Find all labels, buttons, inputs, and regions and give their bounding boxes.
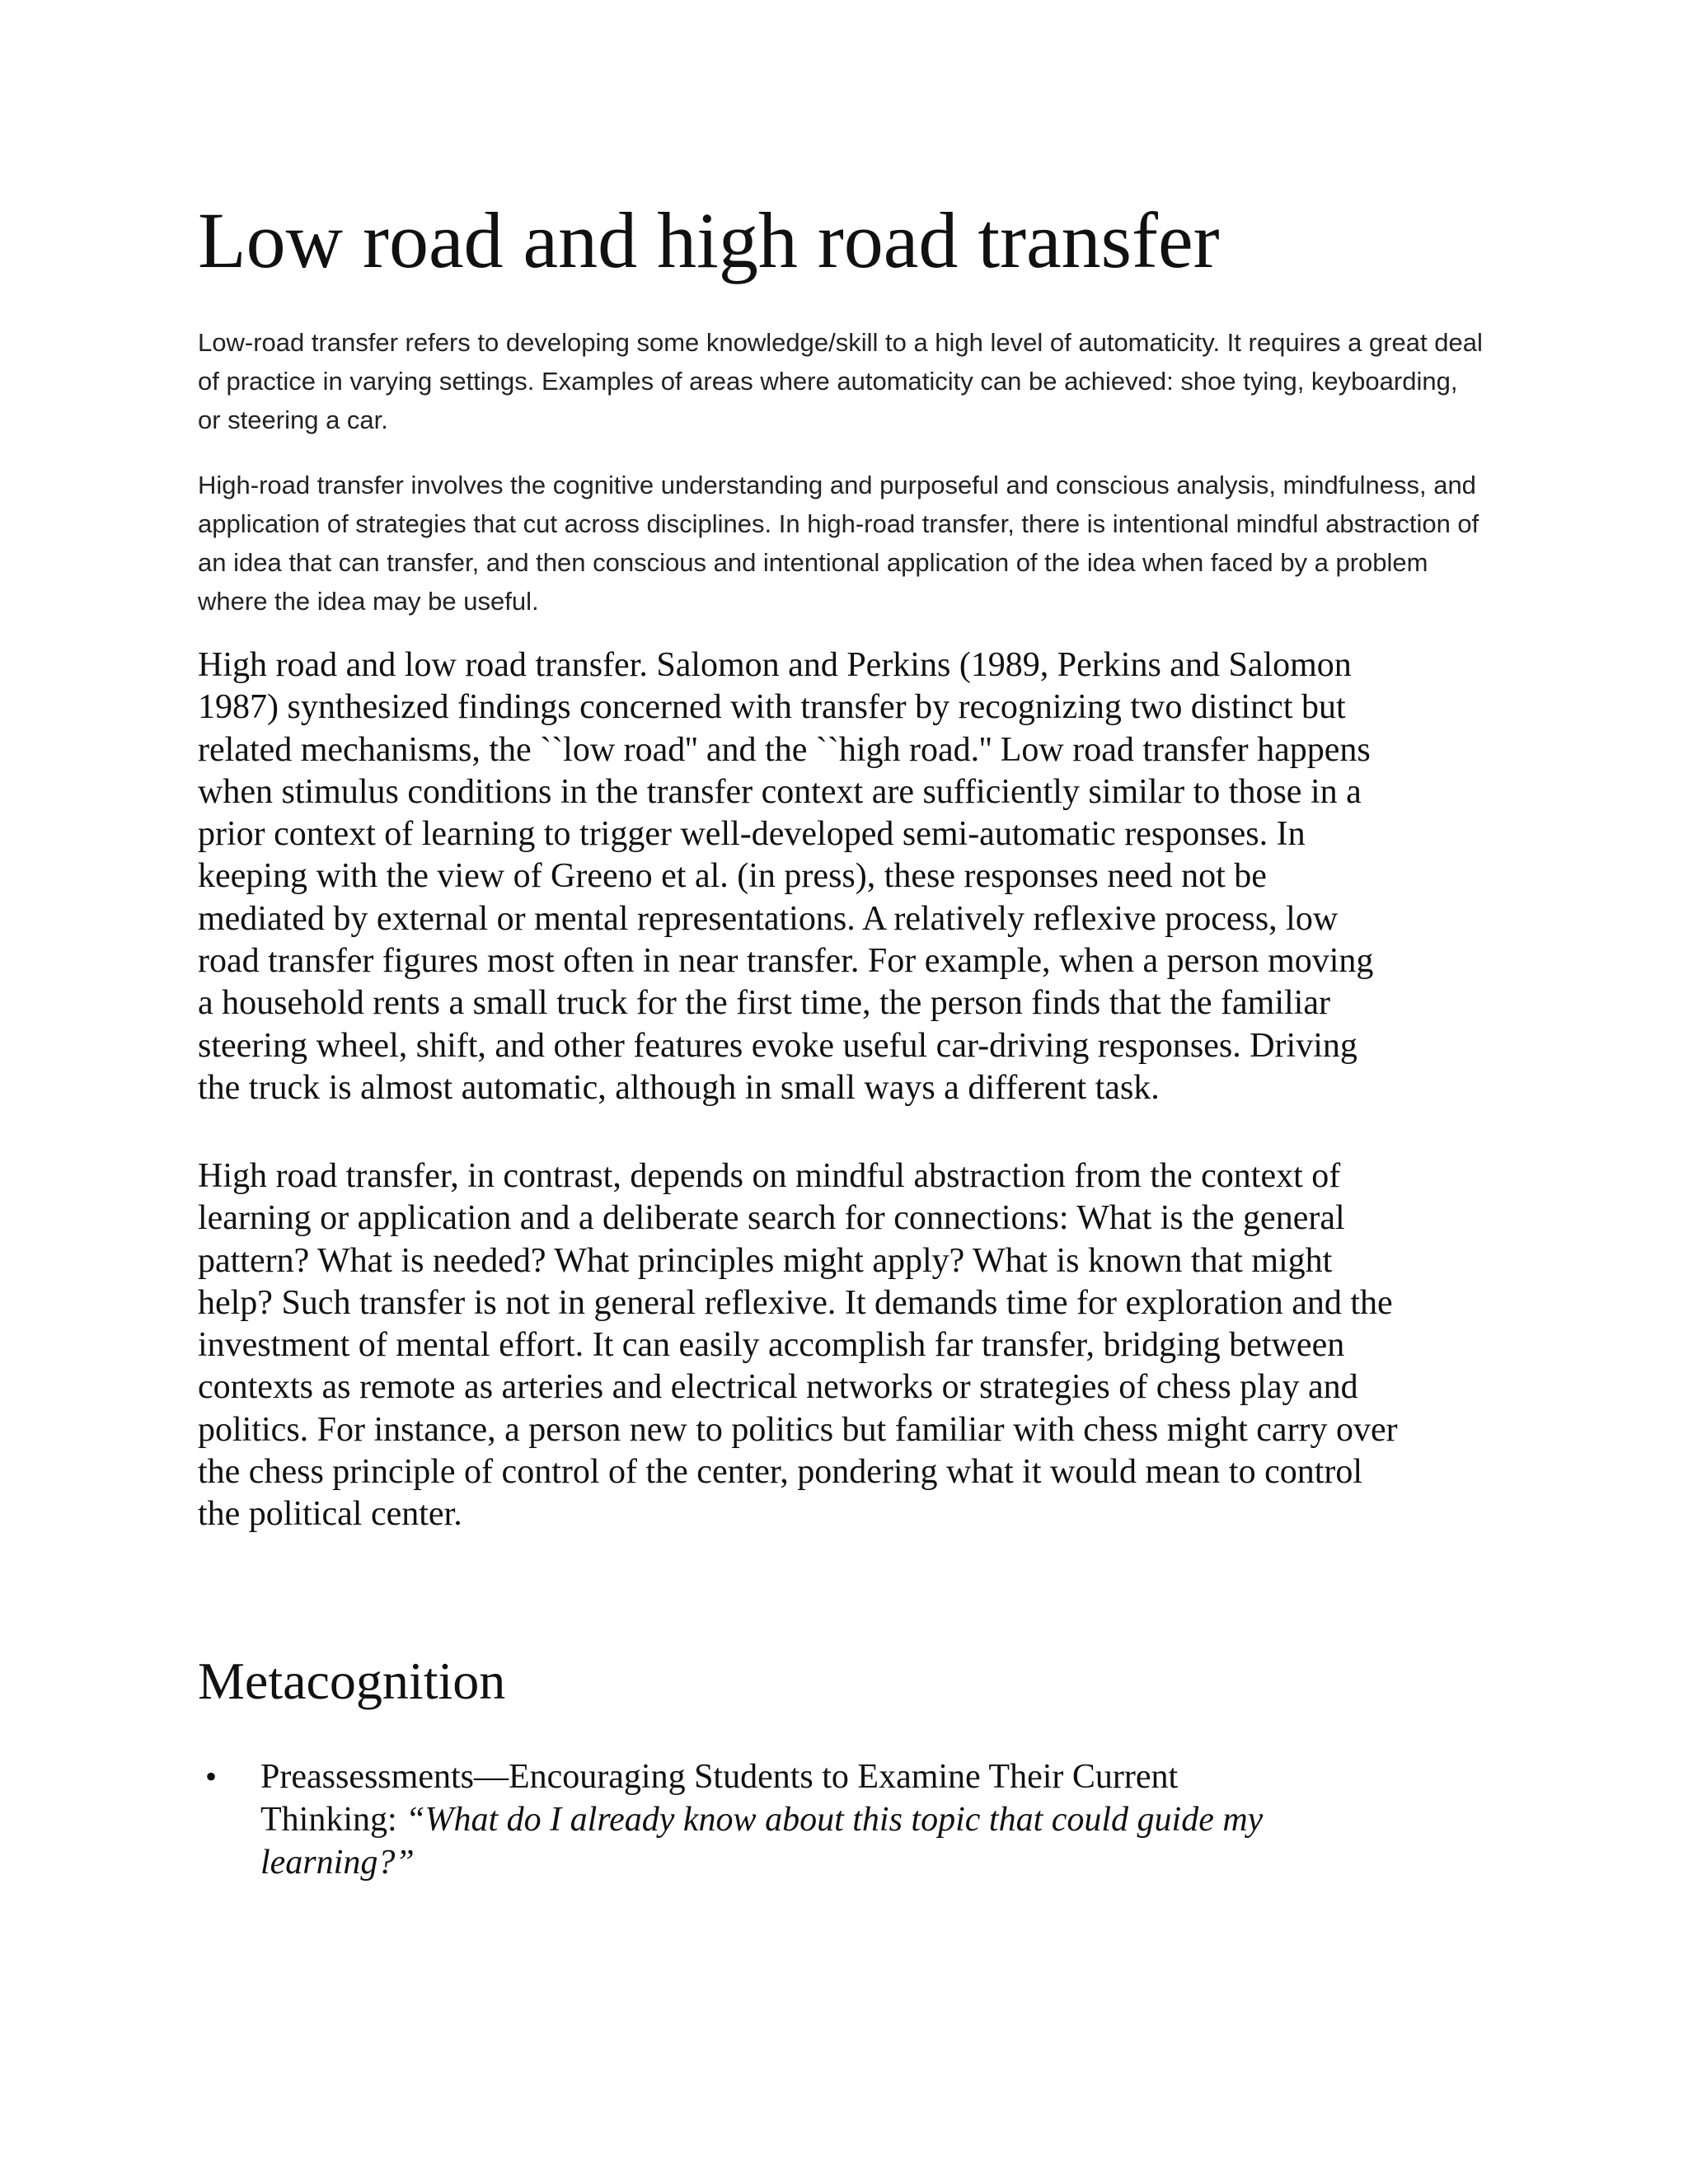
body-paragraph-1 xyxy=(198,644,1373,1109)
body-paragraph-2 xyxy=(198,1155,1398,1536)
body-paragraph-1-line: High road and low road transfer. Salomon and Perkins (1989, Perkins and Salomon xyxy=(198,646,1352,684)
intro-paragraph-high-road: High-road transfer involves the cognitive understanding and purposeful and conscious analysis, mindfulness, and application of strategies that cut across disciplines. In high-road transfer, there is intentional mindful abstraction of an idea that can transfer, and then conscious and intentional application of the idea when faced by a problem where the idea may be useful. xyxy=(198,471,1479,616)
body-paragraph-2-line: investment of mental effort. It can easily accomplish far transfer, bridging between xyxy=(198,1326,1345,1365)
body-paragraph-1-line: prior context of learning to trigger well-developed semi-automatic responses. In xyxy=(198,815,1306,854)
body-paragraph-2-line: High road transfer, in contrast, depends on mindful abstraction from the context of xyxy=(198,1157,1341,1195)
page-title: Low road and high road transfer xyxy=(198,196,1220,284)
body-paragraph-2-line: politics. For instance, a person new to politics but familiar with chess might carry over xyxy=(198,1410,1398,1449)
section-heading-metacognition: Metacognition xyxy=(198,1652,506,1710)
body-paragraph-2-line: the chess principle of control of the center, pondering what it would mean to control xyxy=(198,1453,1363,1492)
body-paragraph-2-line: learning or application and a deliberate search for connections: What is the general xyxy=(198,1199,1345,1238)
body-paragraph-2-line: contexts as remote as arteries and electrical networks or strategies of chess play and xyxy=(198,1368,1358,1407)
bullet-quote: “What do I already know about this topic that could guide my xyxy=(406,1801,1264,1839)
body-paragraph-2-line: pattern? What is needed? What principles might apply? What is known that might xyxy=(198,1241,1333,1280)
body-paragraph-1-line: 1987) synthesized findings concerned with transfer by recognizing two distinct but xyxy=(198,688,1346,727)
bullet-line: Preassessments—Encouraging Students to Examine Their Current xyxy=(260,1758,1179,1796)
body-paragraph-1-line: when stimulus conditions in the transfer context are sufficiently similar to those in a xyxy=(198,772,1362,811)
body-paragraph-1-line: related mechanisms, the ``low road'' and the ``high road.'' Low road transfer happens xyxy=(198,730,1371,769)
body-paragraph-1-line: keeping with the view of Greeno et al. (in press), these responses need not be xyxy=(198,857,1267,896)
body-paragraph-1-line: a household rents a small truck for the first time, the person finds that the familiar xyxy=(198,984,1330,1023)
intro-paragraph-low-road: Low-road transfer refers to developing some knowledge/skill to a high level of automaticity. It requires a great deal of practice in varying settings. Examples of areas where automaticity can be achieved: shoe tying, keyboarding, or steering a car. xyxy=(198,328,1483,434)
list-item xyxy=(198,1755,1263,1884)
body-paragraph-1-line: steering wheel, shift, and other features evoke useful car-driving responses. Driving xyxy=(198,1026,1357,1065)
bullet-quote-end: learning?” xyxy=(260,1844,415,1882)
bullet-line xyxy=(260,1798,1263,1841)
body-paragraph-2-line: help? Such transfer is not in general reflexive. It demands time for exploration and the xyxy=(198,1283,1393,1322)
body-paragraph-2-line: the political center. xyxy=(198,1495,462,1534)
body-paragraph-1-line: road transfer figures most often in near transfer. For example, when a person moving xyxy=(198,942,1374,981)
body-paragraph-1-line: mediated by external or mental representations. A relatively reflexive process, low xyxy=(198,899,1339,938)
body-paragraph-1-line: the truck is almost automatic, although in small ways a different task. xyxy=(198,1068,1160,1107)
bullet-list xyxy=(198,1755,1263,1884)
bullet-icon: • xyxy=(205,1758,218,1795)
bullet-text: Thinking: xyxy=(260,1801,406,1839)
